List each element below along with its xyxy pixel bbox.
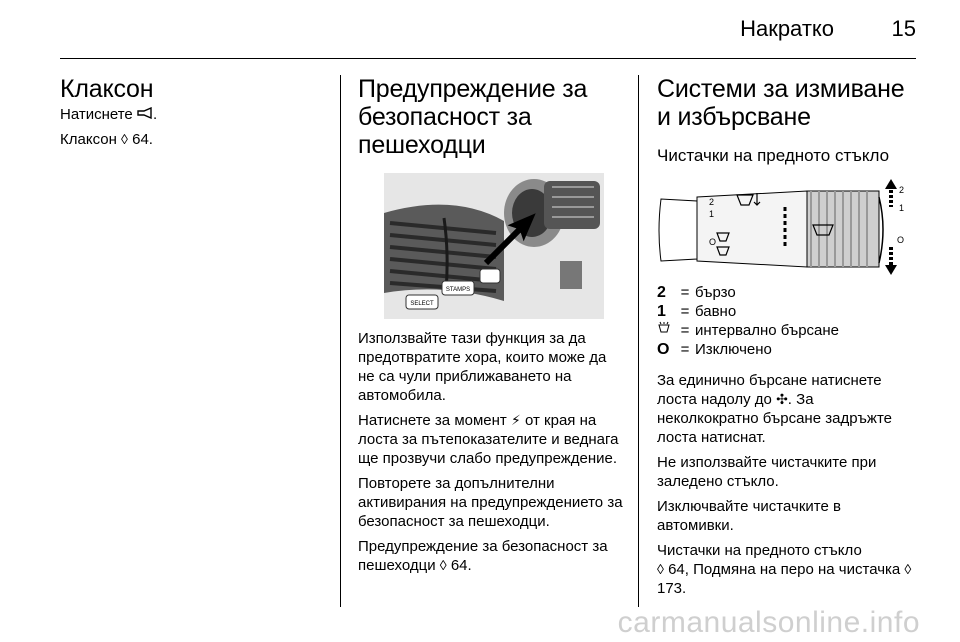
column-pedestrian-alert <box>358 75 626 581</box>
column-horn <box>60 75 320 155</box>
header-title: Накратко <box>740 16 834 41</box>
turn-signal-stalk-photo <box>384 173 604 319</box>
button-label-1: SELECT <box>410 301 434 307</box>
page-reference-icon: ◊ <box>121 131 128 147</box>
horn-reference: Клаксон ◊ 64. <box>60 131 153 148</box>
pedestrian-p4: Предупреждение за безопасност за пешеходци ◊ 64. <box>358 538 608 574</box>
button-label-2: STAMPS <box>445 287 471 293</box>
page-number: 15 <box>891 16 916 41</box>
label-left-2: 2 <box>709 197 715 207</box>
subsection-title-windshield-wipers: Чистачки на предното стъкло <box>657 146 890 165</box>
label-right-2: 2 <box>899 185 905 195</box>
horn-instruction: Натиснете . <box>60 106 158 123</box>
label-left-1: 1 <box>709 209 715 219</box>
column-divider-1 <box>340 75 341 607</box>
intermittent-wipe-icon <box>657 321 675 340</box>
column-divider-2 <box>638 75 639 607</box>
watermark: carmanualsonline.info <box>617 606 920 639</box>
legend-row-fast: 2 = бързо <box>657 284 736 301</box>
wiper-legend <box>657 283 919 359</box>
wiper-stalk-figure <box>657 177 909 277</box>
wiper-p3: Изключвайте чистачките в автомивки. <box>657 498 841 534</box>
pedestrian-alert-icon: ⚡ <box>510 412 521 428</box>
header-rule <box>60 58 916 59</box>
wiper-p2: Не използвайте чистачките при заледено стъкло. <box>657 454 877 490</box>
legend-row-off: O = Изключено <box>657 341 772 358</box>
legend-row-slow: 1 = бавно <box>657 303 737 320</box>
legend-row-intermittent: = интервално бърсане <box>657 321 919 340</box>
pedestrian-p3: Повторете за допълнителни активирания на предупреждението за безопасност за пешеходци. <box>358 475 623 530</box>
horn-icon <box>137 105 153 124</box>
section-title-wipers: Системи за измиване и избърсване <box>657 75 905 131</box>
label-right-o: O <box>897 235 905 245</box>
label-right-1: 1 <box>899 203 905 213</box>
pedestrian-p2: Натиснете за момент ⚡ от края на лоста за пътепоказателите и веднага ще прозвучи слабо предупреждение. <box>358 412 619 467</box>
section-title-horn: Клаксон <box>60 75 154 103</box>
page-header <box>0 0 960 60</box>
column-wipers <box>657 75 919 604</box>
pedestrian-p1: Използвайте тази функция за да предотвратите хора, които може да не са чули приближаването на автомобила. <box>358 330 607 404</box>
page-reference-icon: ◊ <box>439 557 447 573</box>
page-reference-icon: ◊ <box>657 561 664 577</box>
intermittent-wipe-icon: ✣ <box>776 391 788 407</box>
page-reference-icon: ◊ <box>904 561 912 577</box>
wiper-p1: За единично бърсане натиснете лоста надолу до ✣. За неколкократно бърсане задръжте лоста натиснат. <box>657 372 892 446</box>
section-title-pedestrian: Предупреждение за безопасност за пешеходци <box>358 75 588 159</box>
direction-arrows-icon <box>885 179 897 275</box>
wiper-p4: Чистачки на предното стъкло ◊ 64, Подмяна на перо на чистачка ◊ 173. <box>657 542 912 597</box>
label-left-o: O <box>709 237 717 247</box>
